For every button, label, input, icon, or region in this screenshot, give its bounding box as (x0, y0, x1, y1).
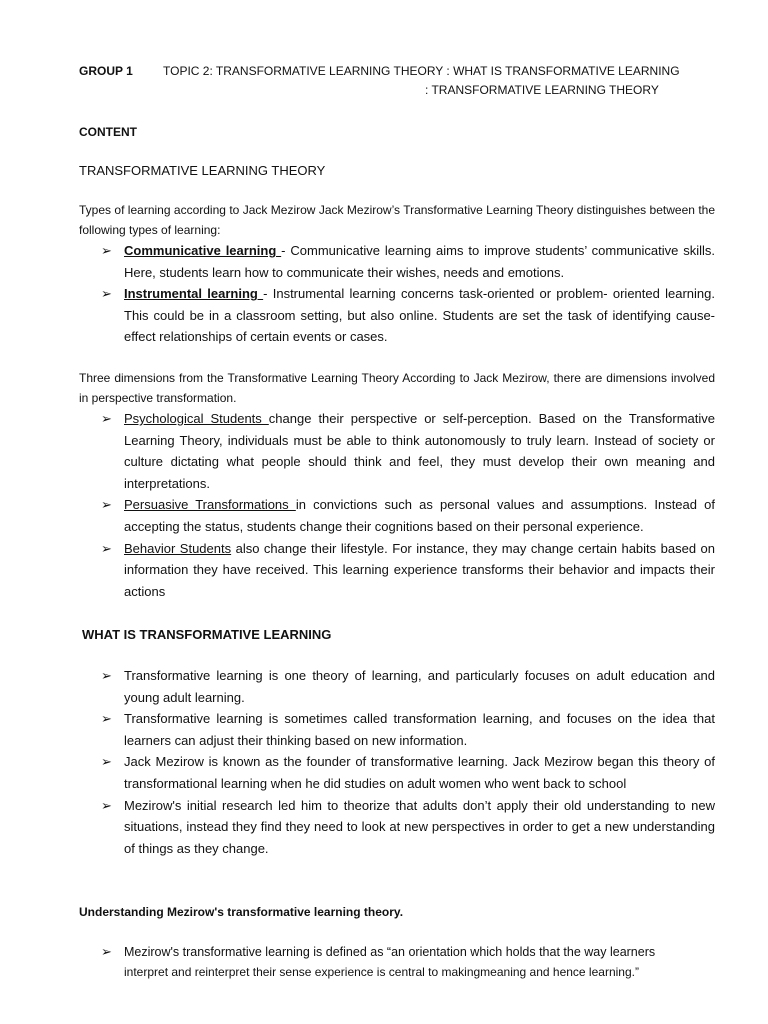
topic-subtitle: : TRANSFORMATIVE LEARNING THEORY (425, 83, 659, 97)
item-text: Transformative learning is sometimes called transformation learning, and focuses on the idea that learners can adjust their thinking based on new information. (124, 711, 715, 748)
term-behavior: Behavior Students (124, 540, 232, 556)
item-text: Mezirow's initial research led him to theorize that adults don’t apply their old understanding to new situations, instead they find they need to look at new perspectives in order to get a new understanding of things as they change. (124, 797, 715, 856)
arrow-bullet-icon: ➢ (101, 411, 112, 426)
arrow-bullet-icon: ➢ (101, 286, 112, 302)
list-item (79, 942, 715, 982)
section1-heading: TRANSFORMATIVE LEARNING THEORY (79, 163, 326, 178)
term-communicative-learning: Communicative learning (124, 243, 282, 258)
list-item (79, 708, 715, 751)
term-instrumental-learning: Instrumental learning (124, 286, 264, 302)
item-text-line2: interpret and reinterpret their sense experience is central to makingmeaning and hence learning.” (124, 965, 639, 979)
what-is-list (79, 665, 715, 859)
group-label: GROUP 1 (79, 64, 133, 78)
section3-heading: WHAT IS TRANSFORMATIVE LEARNING (82, 627, 332, 642)
section2-intro: Three dimensions from the Transformative Learning Theory According to Jack Mezirow, there are dimensions involved in perspective transformation. (79, 371, 715, 405)
arrow-bullet-icon: ➢ (101, 540, 112, 556)
term-persuasive: Persuasive Transformations (124, 497, 296, 513)
topic-title: TOPIC 2: TRANSFORMATIVE LEARNING THEORY : WHAT IS TRANSFORMATIVE LEARNING (163, 64, 680, 78)
list-item (79, 795, 715, 860)
list-item (79, 751, 715, 794)
item-text: in convictions such as personal values and assumptions. Instead of accepting the status, students change their cognitions based on their personal experience. (124, 497, 715, 534)
section1-intro: Types of learning according to Jack Mezirow Jack Mezirow’s Transformative Learning Theory distinguishes between the following types of learning: (79, 203, 715, 237)
content-heading: CONTENT (79, 125, 137, 139)
item-text: - Communicative learning aims to improve students’ communicative skills. Here, students learn how to communicate their wishes, needs and emotions. (124, 243, 715, 280)
arrow-bullet-icon: ➢ (101, 944, 112, 959)
section4-heading: Understanding Mezirow's transformative learning theory. (79, 905, 404, 919)
item-text: also change their lifestyle. For instance, they may change certain habits based on information they have received. This learning experience transforms their behavior and impacts their actions (124, 540, 715, 599)
list-item (79, 665, 715, 708)
arrow-bullet-icon: ➢ (101, 754, 112, 770)
item-text: change their perspective or self-perception. Based on the Transformative Learning Theory, individuals must be able to think autonomously to truly learn. Instead of society or culture dictating what people should think and feel, they must develop their own meaning and interpretations. (124, 411, 715, 491)
item-text: - Instrumental learning concerns task-oriented or problem- oriented learning. This could be in a classroom setting, but also online. Students are set the task of identifying cause-effect relationships of certain events or cases. (124, 286, 715, 345)
learning-types-list (79, 240, 715, 348)
arrow-bullet-icon: ➢ (101, 797, 112, 813)
list-item (79, 494, 715, 537)
list-item (79, 283, 715, 348)
arrow-bullet-icon: ➢ (101, 243, 112, 258)
dimensions-list (79, 408, 715, 602)
list-item (79, 538, 715, 603)
item-text-line1: Mezirow's transformative learning is defined as “an orientation which holds that the way learners (124, 945, 656, 959)
arrow-bullet-icon: ➢ (101, 668, 112, 683)
item-text: Jack Mezirow is known as the founder of transformative learning. Jack Mezirow began this theory of transformational learning when he did studies on adult women who went back to school (124, 754, 715, 791)
term-psychological: Psychological Students (124, 411, 269, 426)
item-text: Transformative learning is one theory of learning, and particularly focuses on adult education and young adult learning. (124, 668, 715, 705)
arrow-bullet-icon: ➢ (101, 711, 112, 727)
list-item (79, 408, 715, 494)
list-item (79, 240, 715, 283)
arrow-bullet-icon: ➢ (101, 497, 112, 513)
understanding-list (79, 942, 715, 982)
